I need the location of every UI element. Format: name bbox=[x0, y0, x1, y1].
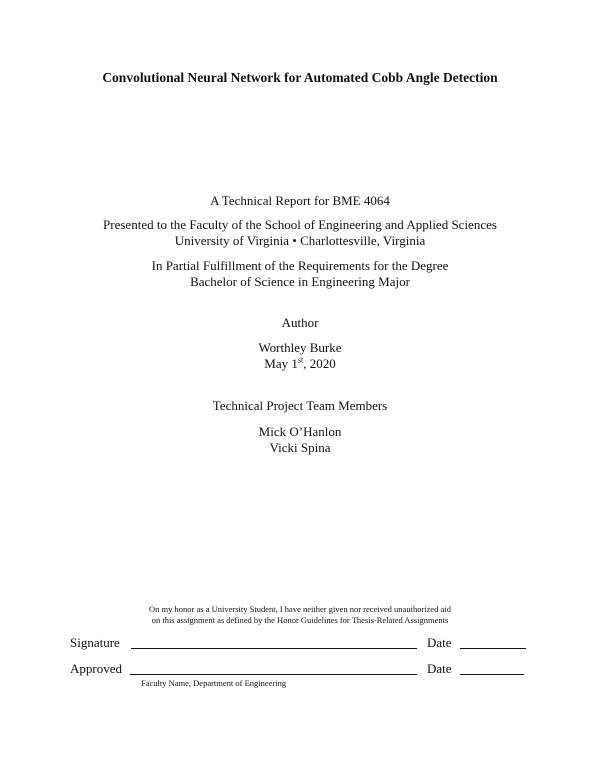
honor-pledge-line-2: on this assignment as defined by the Honor Guidelines for Thesis-Related Assignments bbox=[151, 615, 449, 625]
approved-label: Approved bbox=[70, 661, 122, 676]
honor-pledge-line-1: On my honor as a University Student, I have neither given nor received unauthorized aid bbox=[149, 604, 451, 614]
date-prefix: May 1 bbox=[264, 356, 298, 371]
report-date bbox=[0, 356, 600, 372]
signature-label: Signature bbox=[70, 635, 120, 650]
approved-date-line[interactable] bbox=[460, 674, 524, 675]
signature-row bbox=[70, 635, 530, 653]
team-member: Mick O’Hanlon bbox=[258, 424, 342, 439]
signature-date-label: Date bbox=[427, 635, 452, 650]
presented-line-1: Presented to the Faculty of the School of Engineering and Applied Sciences bbox=[103, 217, 497, 232]
author-heading: Author bbox=[281, 315, 319, 330]
document-title: Convolutional Neural Network for Automated Cobb Angle Detection bbox=[102, 70, 498, 85]
report-line: A Technical Report for BME 4064 bbox=[210, 193, 390, 208]
date-suffix: , 2020 bbox=[303, 356, 336, 371]
fulfillment-line-1: In Partial Fulfillment of the Requirements for the Degree bbox=[151, 258, 449, 273]
date-superscript: st bbox=[297, 355, 304, 365]
approved-row bbox=[70, 661, 530, 679]
approved-date-label: Date bbox=[427, 661, 452, 676]
approved-caption: Faculty Name, Department of Engineering bbox=[141, 678, 287, 688]
signature-line[interactable] bbox=[131, 648, 417, 649]
team-member: Vicki Spina bbox=[269, 440, 331, 455]
approved-line[interactable] bbox=[130, 674, 417, 675]
fulfillment-line-2: Bachelor of Science in Engineering Major bbox=[190, 274, 410, 289]
presented-line-2: University of Virginia • Charlottesville, Virginia bbox=[174, 233, 426, 248]
author-name: Worthley Burke bbox=[258, 340, 342, 355]
team-heading: Technical Project Team Members bbox=[212, 398, 388, 413]
signature-date-line[interactable] bbox=[460, 648, 526, 649]
